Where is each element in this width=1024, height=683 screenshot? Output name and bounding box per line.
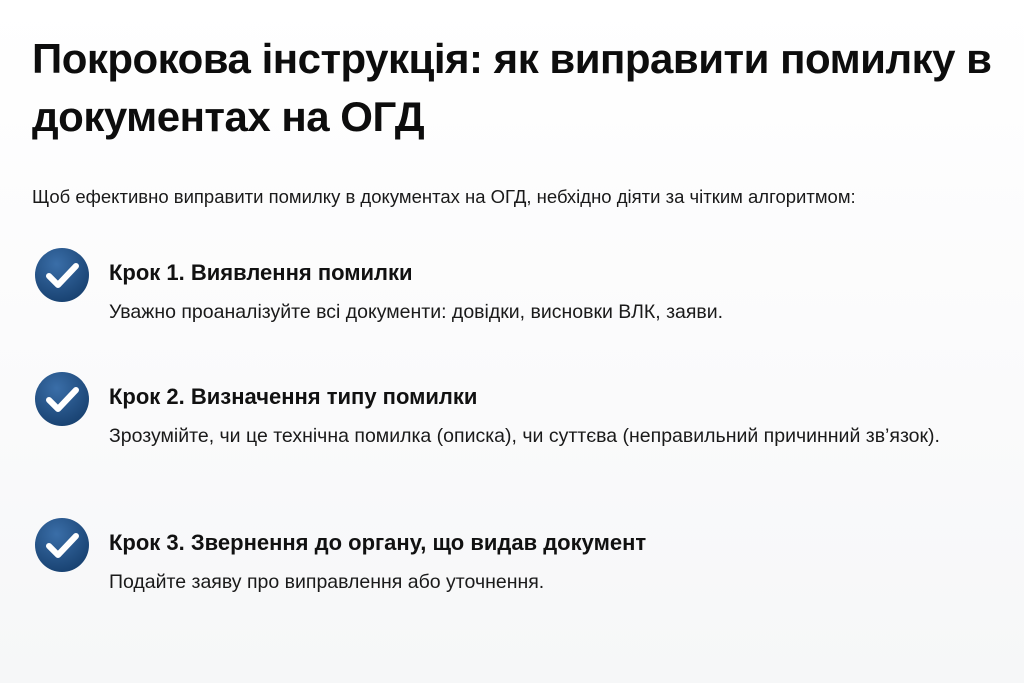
step-title: Крок 1. Виявлення помилки: [109, 260, 413, 285]
step-description: Зрозумійте, чи це технічна помилка (описка), чи суттєва (неправильний причинний зв’язок).: [109, 425, 940, 447]
intro-paragraph: Щоб ефективно виправити помилку в документах на ОГД, небхідно діяти за чітким алгоритмом:: [32, 186, 856, 207]
step-title: Крок 3. Звернення до органу, що видав документ: [109, 530, 647, 555]
check-circle-icon: [34, 517, 90, 573]
step-title: Крок 2. Визначення типу помилки: [109, 384, 478, 409]
step-description: Подайте заяву про виправлення або уточнення.: [109, 571, 545, 593]
check-circle-icon: [34, 247, 90, 303]
check-circle-icon: [34, 371, 90, 427]
page-title: Покрокова інструкція: як виправити помилку в документах на ОГД: [32, 35, 992, 140]
step-description: Уважно проаналізуйте всі документи: довідки, висновки ВЛК, заяви.: [109, 301, 724, 323]
